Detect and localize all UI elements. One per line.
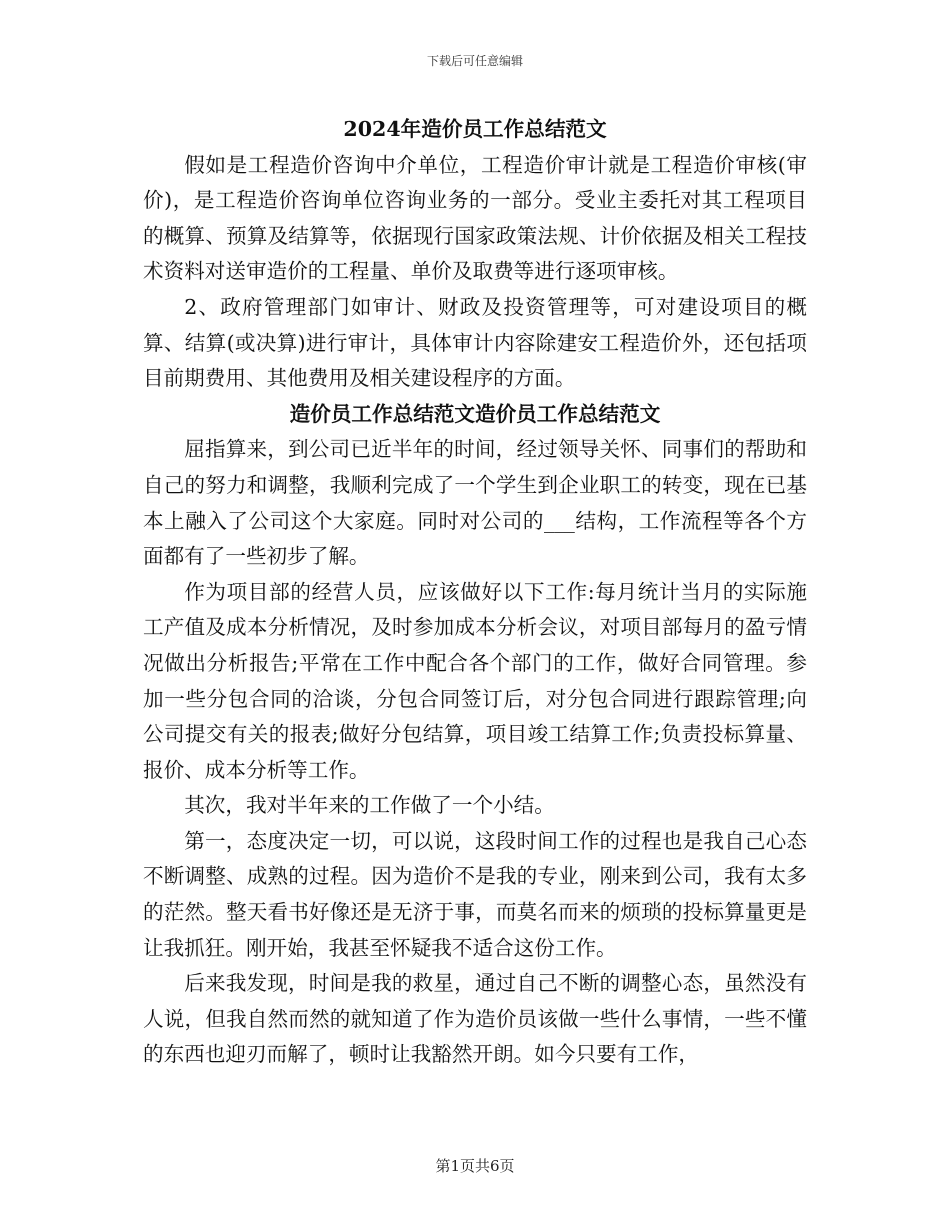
page-number-footer: 第1页共6页 [435,1157,515,1175]
paragraph: 作为项目部的经营人员，应该做好以下工作:每月统计当月的实际施工产值及成本分析情况，及时参加成本分析会议，对项目部每月的盈亏情况做出分析报告;平常在工作中配合各个部门的工作，做好合同管理。参加一些分包合同的洽谈，分包合同签订后，对分包合同进行跟踪管理;向公司提交有关的报表;做好分包结算，项目竣工结算工作;负责投标算量、报价、成本分析等工作。 [143,579,807,782]
paragraph: 假如是工程造价咨询中介单位，工程造价审计就是工程造价审核(审价)，是工程造价咨询单位咨询业务的一部分。受业主委托对其工程项目的概算、预算及结算等，依据现行国家政策法规、计价依据及相关工程技术资料对送审造价的工程量、单价及取费等进行逐项审核。 [143,152,807,284]
paragraph: 2、政府管理部门如审计、财政及投资管理等，可对建设项目的概算、结算(或决算)进行审计，具体审计内容除建安工程造价外，还包括项目前期费用、其他费用及相关建设程序的方面。 [143,294,807,391]
paragraph: 后来我发现，时间是我的救星，通过自己不断的调整心态，虽然没有人说，但我自然而然的就知道了作为造价员该做一些什么事情，一些不懂的东西也迎刃而解了，顿时让我豁然开朗。如今只要有工作， [143,971,807,1067]
document-title: 2024年造价员工作总结范文 [343,117,607,141]
section-title: 造价员工作总结范文造价员工作总结范文 [289,401,661,426]
document-body [143,112,807,1073]
page-header-note: 下载后可任意编辑 [426,54,523,68]
paragraph: 其次，我对半年来的工作做了一个小结。 [184,793,555,818]
paragraph: 屈指算来，到公司已近半年的时间，经过领导关怀、同事们的帮助和自己的努力和调整，我顺利完成了一个学生到企业职工的转变，现在已基本上融入了公司这个大家庭。同时对公司的___结构，工作流程等各个方面都有了一些初步了解。 [143,437,807,569]
paragraph: 第一，态度决定一切，可以说，这段时间工作的过程也是我自己心态不断调整、成熟的过程。因为造价不是我的专业，刚来到公司，我有太多的茫然。整天看书好像还是无济于事，而莫名而来的烦琐的投标算量更是让我抓狂。刚开始，我甚至怀疑我不适合这份工作。 [143,828,807,960]
